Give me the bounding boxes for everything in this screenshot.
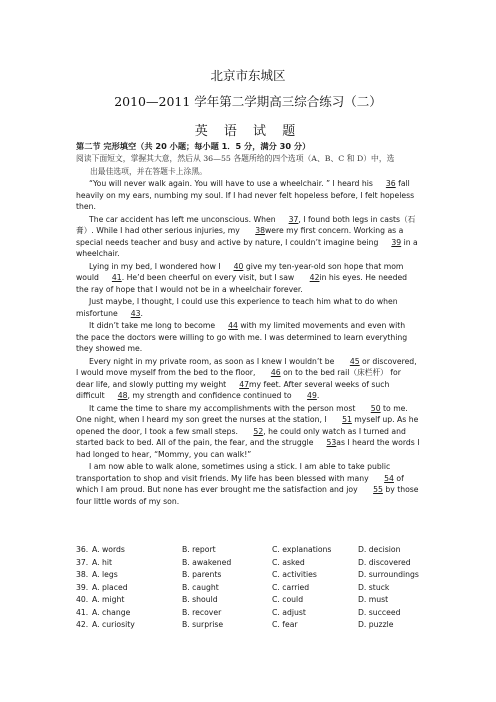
passage-text: Lying in my bed, I wondered how I bbox=[89, 261, 221, 271]
option-c: C. fear bbox=[272, 620, 298, 629]
option-b: B. surprise bbox=[182, 620, 224, 629]
choice-row-42 bbox=[76, 619, 428, 632]
question-number: 38. bbox=[76, 570, 89, 579]
passage-text: were my first concern. Working as a special needs teacher and busy and active by nature, I couldn’t imagine being bbox=[76, 226, 404, 247]
passage-text: . bbox=[316, 391, 320, 400]
blank-43: 43 bbox=[130, 308, 141, 318]
blank-53: 53 bbox=[326, 438, 337, 447]
cloze-passage bbox=[76, 178, 420, 508]
option-d: D. succeed bbox=[358, 607, 401, 617]
instruction-line-1: 阅读下面短文，掌握其大意，然后从 36—55 各题所给的四个选项（A、B、C 和 D）中，选 bbox=[76, 154, 395, 163]
paragraph-7 bbox=[76, 403, 420, 461]
answer-choices bbox=[76, 544, 428, 632]
question-number: 37. bbox=[76, 557, 89, 567]
option-d: D. surroundings bbox=[358, 570, 419, 579]
passage-text: It came the time to share my accomplishments with the person most bbox=[89, 403, 358, 413]
option-b: B. parents bbox=[182, 570, 222, 579]
passage-text: to me. One night, when I heard my son greet the nurses at the station, I bbox=[76, 403, 408, 424]
passage-text: my feet. After several weeks of such difficult bbox=[76, 379, 390, 400]
paragraph-4 bbox=[76, 296, 420, 319]
passage-text: . He’d been cheerful on every visit, but I saw bbox=[121, 273, 297, 282]
passage-text: , my strength and confidence continued to bbox=[127, 391, 295, 400]
blank-54: 54 bbox=[384, 473, 394, 483]
option-a: A. words bbox=[92, 545, 125, 554]
paragraph-5 bbox=[76, 320, 420, 355]
passage-text: give my ten-year-old son hope that mom would bbox=[76, 261, 404, 282]
passage-text: “You will never walk again. You will have to use a wheelchair. ” I heard his bbox=[89, 179, 373, 188]
blank-50: 50 bbox=[370, 403, 381, 413]
option-a: A. placed bbox=[92, 582, 128, 592]
blank-41: 41 bbox=[111, 273, 122, 282]
blank-55: 55 bbox=[373, 485, 383, 494]
option-d: D. discovered bbox=[358, 557, 411, 567]
option-c: C. carried bbox=[272, 582, 310, 592]
passage-text: fall heavily on my ears, numbing my soul. If I had never felt hopeless before, I felt hopeless then. bbox=[76, 179, 415, 211]
blank-45: 45 bbox=[349, 356, 360, 366]
blank-37: 37 bbox=[288, 214, 299, 224]
option-b: B. should bbox=[182, 595, 218, 604]
passage-text: of which I am proud. But none has ever brought me the satisfaction and joy bbox=[76, 473, 404, 494]
option-d: D. must bbox=[358, 595, 389, 604]
option-b: B. report bbox=[182, 545, 216, 554]
question-number: 36. bbox=[76, 545, 89, 554]
passage-text: It didn’t take me long to become bbox=[89, 321, 216, 330]
passage-text: on to the bed rail（床栏杆） for dear life, and slowly putting my weight bbox=[76, 368, 401, 389]
choice-row-39 bbox=[76, 582, 428, 595]
option-b: B. awakened bbox=[182, 557, 232, 567]
option-a: A. hit bbox=[92, 557, 113, 567]
option-a: A. legs bbox=[92, 570, 118, 579]
passage-text: I am now able to walk alone, sometimes using a stick. I am able to take public transportation to shop and visit friends. My life has been blessed with many bbox=[76, 462, 391, 483]
section-instructions bbox=[76, 153, 420, 178]
paragraph-3 bbox=[76, 261, 420, 296]
blank-49: 49 bbox=[307, 391, 317, 400]
option-a: A. change bbox=[92, 607, 131, 617]
blank-47: 47 bbox=[239, 379, 249, 389]
district-title: 北京市东城区 bbox=[210, 68, 286, 83]
subject-title: 英 语 试 题 bbox=[194, 124, 302, 139]
option-d: D. decision bbox=[358, 545, 401, 554]
blank-51: 51 bbox=[342, 415, 352, 424]
passage-text: , I found both legs in casts（石膏）. While I had other serious injuries, my bbox=[76, 214, 416, 235]
option-b: B. recover bbox=[182, 607, 222, 617]
option-b: B. caught bbox=[182, 582, 219, 592]
passage-text: in his eyes. He needed the ray of hope that I would not be in a wheelchair forever. bbox=[76, 273, 408, 294]
blank-40: 40 bbox=[233, 261, 244, 271]
blank-44: 44 bbox=[228, 321, 238, 330]
blank-46: 46 bbox=[270, 368, 281, 377]
choice-row-38 bbox=[76, 569, 428, 582]
section-title: 第二节 完形填空（共 20 小题；每小题 1．5 分，满分 30 分） bbox=[76, 141, 311, 151]
paragraph-2 bbox=[76, 214, 420, 260]
passage-text: , he could only watch as I turned and started back to bed. All of the pain, the fear, and the struggle bbox=[76, 426, 406, 447]
passage-text: Just maybe, I thought, I could use this experience to teach him what to do when misfortune bbox=[76, 297, 398, 318]
blank-48: 48 bbox=[117, 391, 128, 400]
option-c: C. adjust bbox=[272, 607, 306, 617]
option-c: C. explanations bbox=[272, 545, 332, 554]
exam-year-title: 2010—2011 学年第二学期高三综合练习（二） bbox=[114, 94, 382, 109]
blank-39: 39 bbox=[391, 237, 402, 247]
question-number: 40. bbox=[76, 595, 89, 604]
option-c: C. could bbox=[272, 595, 304, 604]
blank-42: 42 bbox=[309, 273, 320, 282]
question-number: 42. bbox=[76, 620, 89, 629]
instruction-line-2: 出最佳选项，并在答题卡上涂黑。 bbox=[90, 166, 207, 176]
blank-52: 52 bbox=[253, 426, 264, 436]
passage-text: by those four little words of my son. bbox=[76, 485, 419, 506]
option-c: C. activities bbox=[272, 570, 317, 579]
option-d: D. stuck bbox=[358, 582, 390, 592]
passage-text: in a wheelchair. bbox=[76, 237, 418, 258]
option-c: C. asked bbox=[272, 557, 305, 567]
paragraph-6 bbox=[76, 356, 420, 402]
passage-text: . bbox=[140, 308, 143, 318]
passage-text: myself up. As he opened the door, I took a few small steps. bbox=[76, 415, 419, 436]
passage-text: or discovered, I would move myself from the bed to the floor, bbox=[76, 356, 417, 377]
blank-36: 36 bbox=[385, 179, 396, 188]
blank-38: 38 bbox=[255, 226, 265, 235]
paragraph-1 bbox=[76, 178, 420, 213]
option-d: D. puzzle bbox=[358, 620, 394, 629]
option-a: A. curiosity bbox=[92, 620, 135, 629]
passage-text: The car accident has left me unconscious. When bbox=[89, 214, 276, 224]
question-number: 41. bbox=[76, 607, 89, 617]
question-number: 39. bbox=[76, 582, 89, 592]
paragraph-8 bbox=[76, 461, 420, 507]
choice-row-37 bbox=[76, 557, 428, 570]
choice-row-40 bbox=[76, 594, 428, 607]
passage-text: Every night in my private room, as soon as I knew I wouldn’t be bbox=[89, 356, 337, 366]
choice-row-36 bbox=[76, 544, 428, 557]
passage-text: as I heard the words I had longed to hear, “Mommy, you can walk!” bbox=[76, 438, 420, 459]
choice-row-41 bbox=[76, 607, 428, 620]
passage-text: with my limited movements and even with the pace the doctors were willing to go with me. I was determined to learn everything they showed me. bbox=[76, 321, 408, 353]
option-a: A. might bbox=[92, 595, 125, 604]
